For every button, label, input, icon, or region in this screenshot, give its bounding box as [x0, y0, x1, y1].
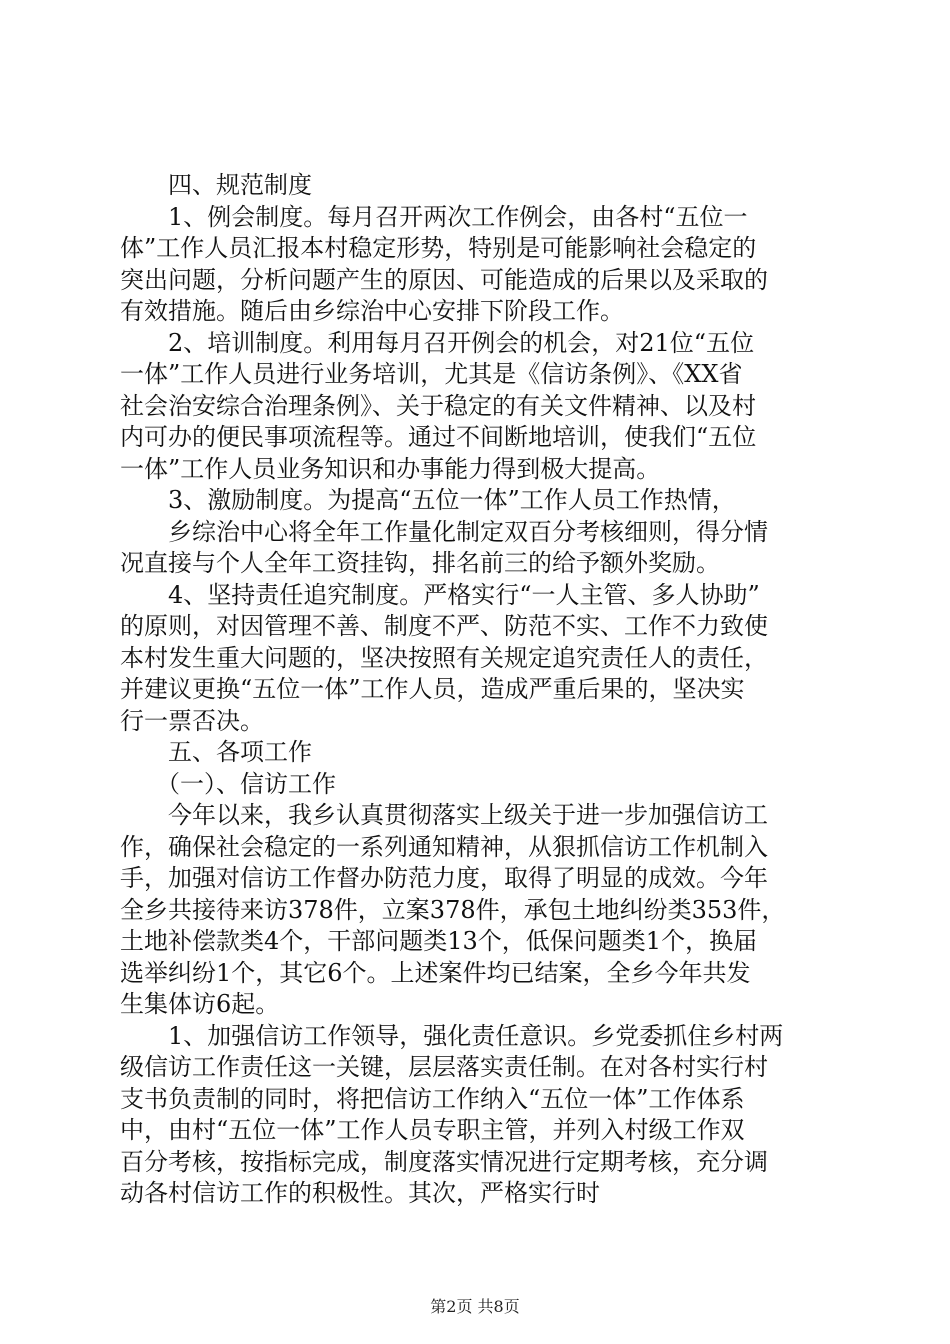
- text-line: 况直接与个人全年工资挂钩，排名前三的给予额外奖励。: [120, 549, 720, 577]
- text-line: 五、各项工作: [120, 738, 312, 766]
- text-line: 手，加强对信访工作督办防范力度，取得了明显的成效。今年: [120, 864, 768, 892]
- text-line: 四、规范制度: [120, 171, 312, 199]
- text-line: 一体”工作人员进行业务培训，尤其是《信访条例》、《XX省: [120, 360, 743, 388]
- text-line: 体”工作人员汇报本村稳定形势，特别是可能影响社会稳定的: [120, 234, 757, 262]
- text-line: 4、坚持责任追究制度。严格实行“一人主管、多人协助”: [120, 580, 760, 609]
- text-line: 动各村信访工作的积极性。其次，严格实行时: [120, 1179, 600, 1207]
- document-body: [120, 170, 840, 1210]
- text-line: 的原则，对因管理不善、制度不严、防范不实、工作不力致使: [120, 612, 768, 640]
- text-line: 1、例会制度。每月召开两次工作例会，由各村“五位一: [120, 202, 748, 231]
- text-line: 内可办的便民事项流程等。通过不间断地培训，使我们“五位: [120, 423, 757, 451]
- text-line: 有效措施。随后由乡综治中心安排下阶段工作。: [120, 297, 624, 325]
- text-line: 2、培训制度。利用每月召开例会的机会，对21位“五位: [120, 328, 755, 357]
- text-line: 土地补偿款类4个，干部问题类13个，低保问题类1个，换届: [120, 927, 758, 955]
- text-line: 今年以来，我乡认真贯彻落实上级关于进一步加强信访工: [120, 801, 768, 829]
- page-number: 第2页: [430, 1297, 473, 1316]
- text-line: 乡综治中心将全年工作量化制定双百分考核细则，得分情: [120, 517, 768, 546]
- text-line: 1、加强信访工作领导，强化责任意识。乡党委抓住乡村两: [120, 1021, 784, 1050]
- text-line: 并建议更换“五位一体”工作人员，造成严重后果的，坚决实: [120, 675, 745, 703]
- text-line: 百分考核，按指标完成，制度落实情况进行定期考核，充分调: [120, 1147, 768, 1176]
- text-line: 一体”工作人员业务知识和办事能力得到极大提高。: [120, 454, 661, 483]
- text-line: 作，确保社会稳定的一系列通知精神，从狠抓信访工作机制入: [120, 832, 768, 861]
- text-line: 级信访工作责任这一关键，层层落实责任制。在对各村实行村: [120, 1053, 768, 1081]
- text-line: 中，由村“五位一体”工作人员专职主管，并列入村级工作双: [120, 1116, 745, 1144]
- page-footer: [0, 1297, 950, 1317]
- text-line: 3、激励制度。为提高“五位一体”工作人员工作热情，: [120, 486, 736, 514]
- text-line: 支书负责制的同时，将把信访工作纳入“五位一体”工作体系: [120, 1084, 745, 1113]
- text-line: 突出问题，分析问题产生的原因、可能造成的后果以及采取的: [120, 265, 768, 294]
- text-line: 生集体访6起。: [120, 990, 280, 1018]
- text-line: 全乡共接待来访378件，立案378件，承包土地纠纷类353件，: [120, 895, 786, 924]
- page-total: 共8页: [477, 1297, 520, 1316]
- text-line: 选举纠纷1个，其它6个。上述案件均已结案，全乡今年共发: [120, 958, 751, 987]
- text-line: 行一票否决。: [120, 706, 264, 735]
- text-line: 社会治安综合治理条例》、关于稳定的有关文件精神、以及村: [120, 391, 756, 420]
- text-line: （一）、信访工作: [120, 769, 336, 798]
- text-line: 本村发生重大问题的，坚决按照有关规定追究责任人的责任，: [120, 643, 768, 672]
